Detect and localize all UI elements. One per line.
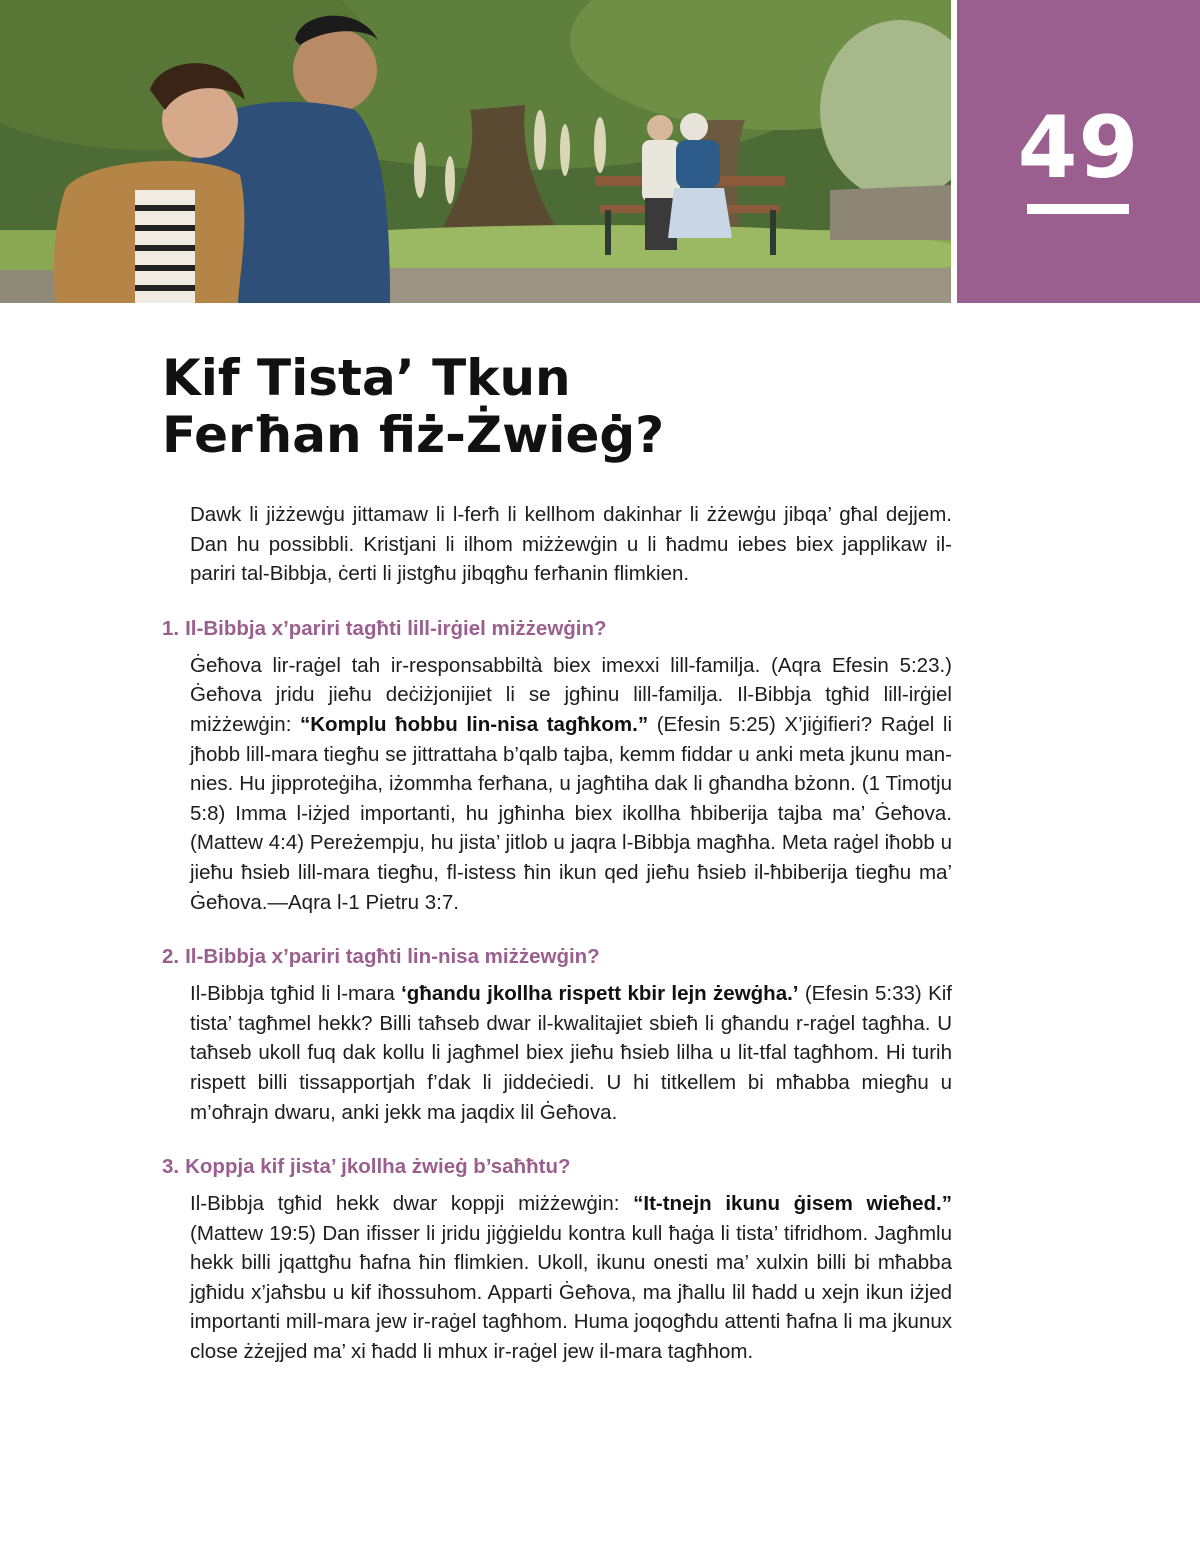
answer-text: Ġeħova lir-raġel tah ir-responsabbiltà biex imexxi lill-familja. (Aqra Efesin 5:23.) Ġeħova jridu jieħu deċiżjonijiet li se jgħinu lill-familja. Il-Bibbja tgħid lill-irġiel miżżewġin: — [190, 653, 952, 736]
page-title-line-1: Kif Tista’ Tkun — [162, 349, 571, 407]
header-photo — [0, 0, 951, 303]
question-number: 2. — [162, 945, 180, 969]
question-text: Il-Bibbja x’pariri tagħti lin-nisa miżżewġin? — [185, 945, 600, 969]
section-1 — [162, 615, 952, 917]
lesson-number: 49 — [1017, 98, 1140, 198]
scripture-quote: ‘għandu jkollha rispett kbir lejn żewġha.’ — [401, 982, 799, 1006]
question-text: Il-Bibbja x’pariri tagħti lill-irġiel miżżewġin? — [185, 616, 607, 640]
section-3 — [162, 1153, 952, 1367]
question-heading — [162, 1153, 952, 1181]
answer-paragraph — [190, 979, 952, 1127]
answer-text: (Mattew 19:5) Dan ifisser li jridu jiġġieldu kontra kull ħaġa li tista’ tifridhom. Jagħmlu hekk billi jqattgħu ħafna ħin flimkien. Ukoll, ikunu onesti ma’ xulxin billi bi mħabba jgħidu x’jaħsbu u kif iħossuhom. Apparti Ġeħova, ma jħallu lil ħadd u xejn ikun iżjed importanti mill-mara jew ir-raġel tagħhom. Huma joqogħdu attenti ħafna li ma jkunux close żżejjed ma’ xi ħadd li mhux ir-raġel jew il-mara tagħhom. — [190, 1221, 952, 1364]
lesson-content — [162, 500, 952, 1393]
answer-paragraph — [190, 651, 952, 917]
scripture-quote: “Komplu ħobbu lin-nisa tagħkom.” — [300, 712, 649, 736]
answer-text: Il-Bibbja tgħid hekk dwar koppji miżżewġin: — [190, 1192, 634, 1216]
answer-text: (Efesin 5:25) X’jiġifieri? Raġel li jħobb lill-mara tiegħu se jittrattaha b’qalb tajba, kemm fiddar u anki meta jkunu man-nies. Hu jipproteġiha, iżommha ferħana, u jagħtiha dak li għandha bżonn. (1 Timotju 5:8) Imma l-iżjed importanti, hu jgħinha biex ikollha ħbiberija tajba ma’ Ġeħova. (Mattew 4:4) Pereżempju, hu jista’ jitlob u jaqra l-Bibbja magħha. Meta raġel iħobb u jieħu ħsieb lill-mara tiegħu, fl-istess ħin ikun qed jieħu ħsieb il-ħbiberija tiegħu ma’ Ġeħova.—Aqra l-1 Pietru 3:7. — [190, 712, 953, 914]
answer-text: Il-Bibbja tgħid li l-mara — [190, 982, 402, 1006]
question-number: 3. — [162, 1155, 180, 1179]
question-text: Koppja kif jista’ jkollha żwieġ b’saħħtu? — [185, 1155, 571, 1179]
park-scene-illustration — [0, 0, 951, 303]
scripture-quote: “It-tnejn ikunu ġisem wieħed.” — [633, 1192, 952, 1216]
question-number: 1. — [162, 616, 180, 640]
lesson-number-underline — [1027, 204, 1129, 214]
question-heading — [162, 615, 952, 643]
page-title — [162, 350, 962, 464]
section-2 — [162, 943, 952, 1127]
lesson-badge — [957, 0, 1200, 303]
answer-paragraph — [190, 1189, 952, 1367]
question-heading — [162, 943, 952, 971]
answer-text: (Efesin 5:33) Kif tista’ tagħmel hekk? Billi taħseb dwar il-kwalitajiet sbieħ li għandu r-raġel tagħha. U taħseb ukoll fuq dak kollu li jagħmel biex jieħu ħsieb lilha u lit-tfal tagħhom. Hi turih rispett billi tissapportjah f’dak li jiddeċiedi. U hi titkellem bi mħabba miegħu u m’oħrajn dwaru, anki jekk ma jaqdix lil Ġeħova. — [190, 982, 952, 1124]
page-title-line-2: Ferħan fiż-Żwieġ? — [162, 406, 665, 464]
intro-paragraph: Dawk li jiżżewġu jittamaw li l-ferħ li kellhom dakinhar li żżewġu jibqa’ għal dejjem. Dan hu possibbli. Kristjani li ilhom miżżewġin u li ħadmu iebes biex japplikaw il-pariri tal-Bibbja, ċerti li jistgħu jibqgħu ferħanin flimkien. — [190, 503, 952, 586]
